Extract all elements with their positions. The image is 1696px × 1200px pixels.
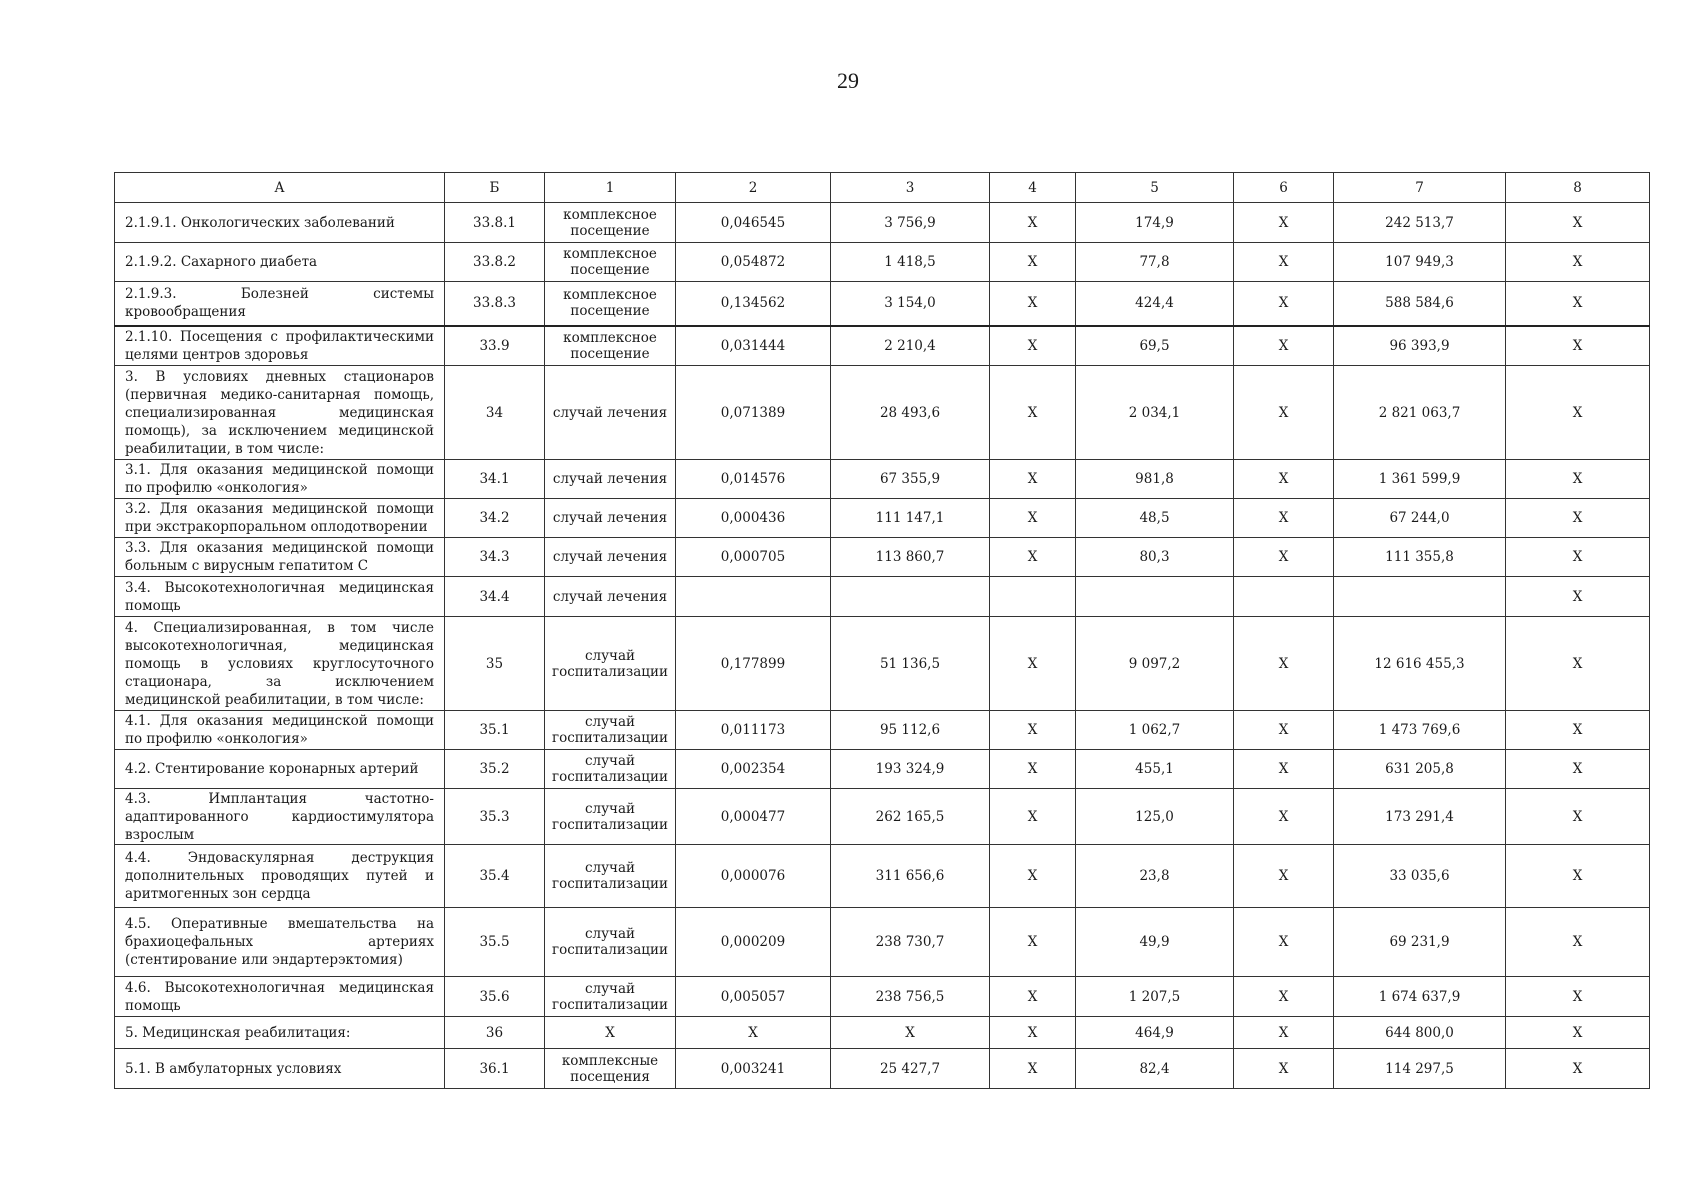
- row-code-cell: 36: [445, 1017, 545, 1049]
- col2-cell: 0,005057: [676, 977, 831, 1017]
- row-name-cell: 4.4. Эндоваскулярная деструкция дополнительных проводящих путей и аритмогенных зон сердца: [115, 845, 445, 908]
- col2-cell: 0,011173: [676, 711, 831, 750]
- data-table: [114, 172, 1650, 1089]
- col2-cell: 0,003241: [676, 1049, 831, 1089]
- row-code-cell: 36.1: [445, 1049, 545, 1089]
- row-name-cell: 2.1.9.1. Онкологических заболеваний: [115, 203, 445, 243]
- col3-cell: 25 427,7: [831, 1049, 990, 1089]
- table-row: [115, 1049, 1650, 1089]
- row-name-cell: 4. Специализированная, в том числе высокотехнологичная, медицинская помощь в условиях круглосуточного стационара, за исключением медицинской реабилитации, в том числе:: [115, 617, 445, 711]
- col4-cell: [990, 577, 1076, 617]
- table-row: [115, 789, 1650, 845]
- col5-cell: 981,8: [1076, 460, 1234, 499]
- row-name-cell: 2.1.9.3. Болезней системы кровообращения: [115, 282, 445, 326]
- col8-cell: Х: [1506, 908, 1650, 977]
- col4-cell: Х: [990, 203, 1076, 243]
- row-code-cell: 35: [445, 617, 545, 711]
- row-code-cell: 35.2: [445, 750, 545, 789]
- table-row: [115, 499, 1650, 538]
- row-code-cell: 33.9: [445, 326, 545, 366]
- col4-cell: Х: [990, 1017, 1076, 1049]
- col7-cell: 111 355,8: [1334, 538, 1506, 577]
- row-code-cell: 34.2: [445, 499, 545, 538]
- row-name-cell: 4.5. Оперативные вмешательства на брахиоцефальных артериях (стентирование или эндартерэктомия): [115, 908, 445, 977]
- col4-cell: Х: [990, 282, 1076, 326]
- unit-cell: случай лечения: [545, 538, 676, 577]
- col8-cell: Х: [1506, 617, 1650, 711]
- col8-cell: Х: [1506, 499, 1650, 538]
- col7-cell: [1334, 577, 1506, 617]
- col2-cell: 0,031444: [676, 326, 831, 366]
- col8-cell: Х: [1506, 203, 1650, 243]
- row-name-cell: 3.1. Для оказания медицинской помощи по профилю «онкология»: [115, 460, 445, 499]
- col3-cell: 193 324,9: [831, 750, 990, 789]
- col6-cell: [1234, 577, 1334, 617]
- column-header: Б: [445, 173, 545, 203]
- col7-cell: 173 291,4: [1334, 789, 1506, 845]
- col7-cell: 1 674 637,9: [1334, 977, 1506, 1017]
- col4-cell: Х: [990, 711, 1076, 750]
- col4-cell: Х: [990, 326, 1076, 366]
- col5-cell: 49,9: [1076, 908, 1234, 977]
- col6-cell: Х: [1234, 617, 1334, 711]
- col3-cell: 2 210,4: [831, 326, 990, 366]
- col7-cell: 631 205,8: [1334, 750, 1506, 789]
- col3-cell: 3 154,0: [831, 282, 990, 326]
- row-code-cell: 35.3: [445, 789, 545, 845]
- col5-cell: 23,8: [1076, 845, 1234, 908]
- col8-cell: Х: [1506, 577, 1650, 617]
- col8-cell: Х: [1506, 789, 1650, 845]
- col3-cell: 238 730,7: [831, 908, 990, 977]
- row-code-cell: 34.4: [445, 577, 545, 617]
- col6-cell: Х: [1234, 366, 1334, 460]
- row-name-cell: 3. В условиях дневных стационаров (первичная медико-санитарная помощь, специализированная медицинская помощь), за исключением медицинской реабилитации, в том числе:: [115, 366, 445, 460]
- col5-cell: 69,5: [1076, 326, 1234, 366]
- column-header: 2: [676, 173, 831, 203]
- table-row: [115, 203, 1650, 243]
- unit-cell: случай лечения: [545, 577, 676, 617]
- row-code-cell: 33.8.3: [445, 282, 545, 326]
- col7-cell: 242 513,7: [1334, 203, 1506, 243]
- row-name-cell: 3.2. Для оказания медицинской помощи при экстракорпоральном оплодотворении: [115, 499, 445, 538]
- col2-cell: 0,054872: [676, 243, 831, 282]
- col7-cell: 96 393,9: [1334, 326, 1506, 366]
- table-row: [115, 282, 1650, 326]
- table-row: [115, 617, 1650, 711]
- col7-cell: 1 361 599,9: [1334, 460, 1506, 499]
- row-name-cell: 4.3. Имплантация частотно-адаптированного кардиостимулятора взрослым: [115, 789, 445, 845]
- unit-cell: комплексное посещение: [545, 203, 676, 243]
- unit-cell: случай госпитализации: [545, 750, 676, 789]
- col3-cell: Х: [831, 1017, 990, 1049]
- row-code-cell: 33.8.1: [445, 203, 545, 243]
- page-number: 29: [837, 68, 859, 93]
- col4-cell: Х: [990, 789, 1076, 845]
- col3-cell: 67 355,9: [831, 460, 990, 499]
- col6-cell: Х: [1234, 711, 1334, 750]
- row-name-cell: 4.2. Стентирование коронарных артерий: [115, 750, 445, 789]
- col8-cell: Х: [1506, 750, 1650, 789]
- column-header: 5: [1076, 173, 1234, 203]
- col7-cell: 67 244,0: [1334, 499, 1506, 538]
- table-row: [115, 366, 1650, 460]
- unit-cell: случай госпитализации: [545, 908, 676, 977]
- col5-cell: 174,9: [1076, 203, 1234, 243]
- table-row: [115, 750, 1650, 789]
- unit-cell: комплексное посещение: [545, 243, 676, 282]
- col6-cell: Х: [1234, 499, 1334, 538]
- row-name-cell: 2.1.10. Посещения с профилактическими целями центров здоровья: [115, 326, 445, 366]
- col8-cell: Х: [1506, 282, 1650, 326]
- col7-cell: 114 297,5: [1334, 1049, 1506, 1089]
- col3-cell: 113 860,7: [831, 538, 990, 577]
- unit-cell: случай госпитализации: [545, 617, 676, 711]
- row-name-cell: 5.1. В амбулаторных условиях: [115, 1049, 445, 1089]
- col2-cell: 0,046545: [676, 203, 831, 243]
- table-row: [115, 326, 1650, 366]
- table-header-row: [115, 173, 1650, 203]
- row-code-cell: 33.8.2: [445, 243, 545, 282]
- col6-cell: Х: [1234, 538, 1334, 577]
- col3-cell: 28 493,6: [831, 366, 990, 460]
- col3-cell: [831, 577, 990, 617]
- col5-cell: 455,1: [1076, 750, 1234, 789]
- row-name-cell: 3.3. Для оказания медицинской помощи больным с вирусным гепатитом С: [115, 538, 445, 577]
- col6-cell: Х: [1234, 908, 1334, 977]
- col6-cell: Х: [1234, 789, 1334, 845]
- col5-cell: 48,5: [1076, 499, 1234, 538]
- table-row: [115, 243, 1650, 282]
- unit-cell: комплексные посещения: [545, 1049, 676, 1089]
- col6-cell: Х: [1234, 750, 1334, 789]
- col5-cell: 80,3: [1076, 538, 1234, 577]
- col2-cell: 0,000209: [676, 908, 831, 977]
- col2-cell: 0,134562: [676, 282, 831, 326]
- row-code-cell: 35.1: [445, 711, 545, 750]
- col3-cell: 51 136,5: [831, 617, 990, 711]
- unit-cell: случай лечения: [545, 499, 676, 538]
- col8-cell: Х: [1506, 243, 1650, 282]
- col4-cell: Х: [990, 750, 1076, 789]
- col4-cell: Х: [990, 243, 1076, 282]
- col2-cell: 0,000705: [676, 538, 831, 577]
- unit-cell: комплексное посещение: [545, 326, 676, 366]
- col3-cell: 111 147,1: [831, 499, 990, 538]
- unit-cell: случай госпитализации: [545, 789, 676, 845]
- col5-cell: 9 097,2: [1076, 617, 1234, 711]
- row-code-cell: 35.5: [445, 908, 545, 977]
- table-row: [115, 577, 1650, 617]
- unit-cell: Х: [545, 1017, 676, 1049]
- col3-cell: 95 112,6: [831, 711, 990, 750]
- col7-cell: 69 231,9: [1334, 908, 1506, 977]
- row-code-cell: 34: [445, 366, 545, 460]
- col8-cell: Х: [1506, 460, 1650, 499]
- col2-cell: 0,014576: [676, 460, 831, 499]
- col6-cell: Х: [1234, 460, 1334, 499]
- col6-cell: Х: [1234, 326, 1334, 366]
- row-name-cell: 4.1. Для оказания медицинской помощи по профилю «онкология»: [115, 711, 445, 750]
- col5-cell: 464,9: [1076, 1017, 1234, 1049]
- col2-cell: 0,071389: [676, 366, 831, 460]
- col8-cell: Х: [1506, 1017, 1650, 1049]
- col4-cell: Х: [990, 908, 1076, 977]
- col2-cell: 0,000436: [676, 499, 831, 538]
- col5-cell: 1 062,7: [1076, 711, 1234, 750]
- row-name-cell: 3.4. Высокотехнологичная медицинская помощь: [115, 577, 445, 617]
- table-row: [115, 538, 1650, 577]
- unit-cell: комплексное посещение: [545, 282, 676, 326]
- unit-cell: случай госпитализации: [545, 711, 676, 750]
- col2-cell: Х: [676, 1017, 831, 1049]
- col2-cell: 0,000477: [676, 789, 831, 845]
- col6-cell: Х: [1234, 977, 1334, 1017]
- col5-cell: 125,0: [1076, 789, 1234, 845]
- column-header: А: [115, 173, 445, 203]
- column-header: 4: [990, 173, 1076, 203]
- col4-cell: Х: [990, 538, 1076, 577]
- table-row: [115, 908, 1650, 977]
- col2-cell: [676, 577, 831, 617]
- col6-cell: Х: [1234, 1017, 1334, 1049]
- col6-cell: Х: [1234, 203, 1334, 243]
- col5-cell: 82,4: [1076, 1049, 1234, 1089]
- col7-cell: 2 821 063,7: [1334, 366, 1506, 460]
- row-code-cell: 35.4: [445, 845, 545, 908]
- col8-cell: Х: [1506, 711, 1650, 750]
- unit-cell: случай лечения: [545, 460, 676, 499]
- col6-cell: Х: [1234, 845, 1334, 908]
- row-code-cell: 34.3: [445, 538, 545, 577]
- col5-cell: 77,8: [1076, 243, 1234, 282]
- table-row: [115, 711, 1650, 750]
- col6-cell: Х: [1234, 1049, 1334, 1089]
- col4-cell: Х: [990, 617, 1076, 711]
- unit-cell: случай госпитализации: [545, 977, 676, 1017]
- col5-cell: 1 207,5: [1076, 977, 1234, 1017]
- col8-cell: Х: [1506, 1049, 1650, 1089]
- col8-cell: Х: [1506, 845, 1650, 908]
- col7-cell: 644 800,0: [1334, 1017, 1506, 1049]
- col2-cell: 0,000076: [676, 845, 831, 908]
- col5-cell: 424,4: [1076, 282, 1234, 326]
- col3-cell: 262 165,5: [831, 789, 990, 845]
- row-code-cell: 35.6: [445, 977, 545, 1017]
- col2-cell: 0,177899: [676, 617, 831, 711]
- col7-cell: 12 616 455,3: [1334, 617, 1506, 711]
- column-header: 1: [545, 173, 676, 203]
- col5-cell: 2 034,1: [1076, 366, 1234, 460]
- row-name-cell: 2.1.9.2. Сахарного диабета: [115, 243, 445, 282]
- table-row: [115, 1017, 1650, 1049]
- col8-cell: Х: [1506, 366, 1650, 460]
- col4-cell: Х: [990, 977, 1076, 1017]
- col2-cell: 0,002354: [676, 750, 831, 789]
- col4-cell: Х: [990, 845, 1076, 908]
- col4-cell: Х: [990, 1049, 1076, 1089]
- col7-cell: 588 584,6: [1334, 282, 1506, 326]
- col6-cell: Х: [1234, 243, 1334, 282]
- col4-cell: Х: [990, 366, 1076, 460]
- table-row: [115, 845, 1650, 908]
- row-name-cell: 4.6. Высокотехнологичная медицинская помощь: [115, 977, 445, 1017]
- row-name-cell: 5. Медицинская реабилитация:: [115, 1017, 445, 1049]
- col3-cell: 3 756,9: [831, 203, 990, 243]
- column-header: 6: [1234, 173, 1334, 203]
- col4-cell: Х: [990, 499, 1076, 538]
- table-row: [115, 460, 1650, 499]
- table-row: [115, 977, 1650, 1017]
- column-header: 3: [831, 173, 990, 203]
- unit-cell: случай госпитализации: [545, 845, 676, 908]
- col3-cell: 1 418,5: [831, 243, 990, 282]
- col8-cell: Х: [1506, 538, 1650, 577]
- col5-cell: [1076, 577, 1234, 617]
- col8-cell: Х: [1506, 977, 1650, 1017]
- column-header: 7: [1334, 173, 1506, 203]
- row-code-cell: 34.1: [445, 460, 545, 499]
- unit-cell: случай лечения: [545, 366, 676, 460]
- col3-cell: 311 656,6: [831, 845, 990, 908]
- col6-cell: Х: [1234, 282, 1334, 326]
- col8-cell: Х: [1506, 326, 1650, 366]
- col7-cell: 107 949,3: [1334, 243, 1506, 282]
- column-header: 8: [1506, 173, 1650, 203]
- col7-cell: 33 035,6: [1334, 845, 1506, 908]
- col4-cell: Х: [990, 460, 1076, 499]
- col3-cell: 238 756,5: [831, 977, 990, 1017]
- col7-cell: 1 473 769,6: [1334, 711, 1506, 750]
